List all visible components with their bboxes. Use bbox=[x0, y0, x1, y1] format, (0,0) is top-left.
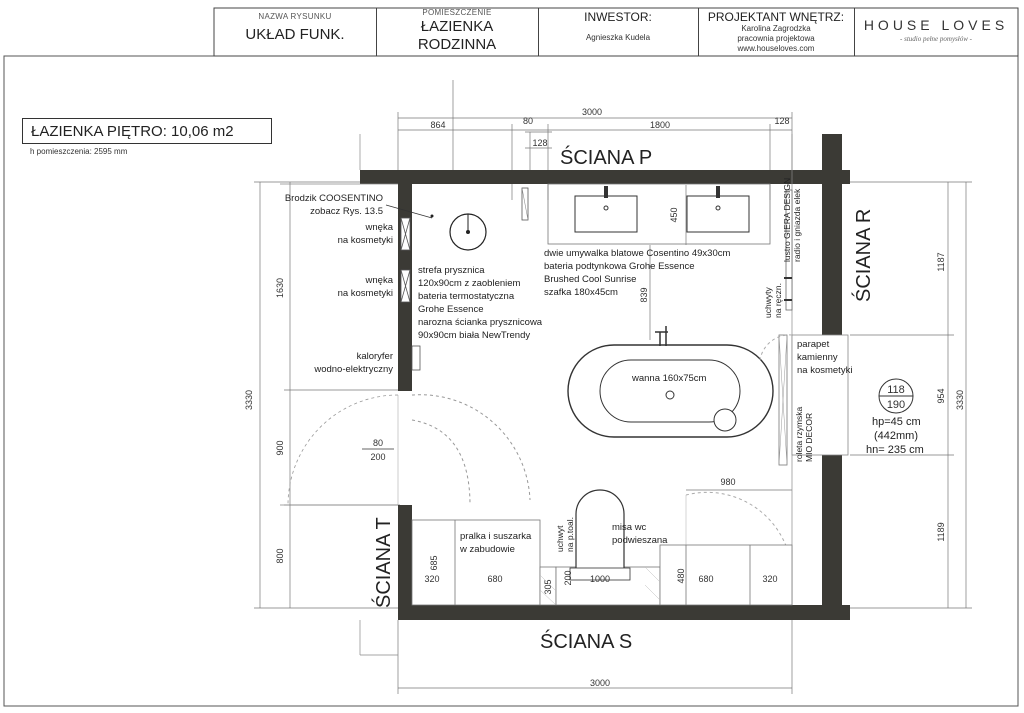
note-basins-4: szafka 180x45cm bbox=[544, 287, 618, 298]
dim-door-200: 200 bbox=[370, 452, 386, 462]
dim-right-954: 954 bbox=[936, 388, 946, 404]
note-niche1-2: na kosmetyki bbox=[337, 235, 393, 246]
dim-right-total: 3330 bbox=[955, 389, 965, 411]
note-shower-2: 120x90cm z zaobleniem bbox=[418, 278, 521, 289]
note-shower-tray-2: zobacz Rys. 13.5 bbox=[310, 206, 383, 217]
window-118: 118 bbox=[887, 384, 905, 396]
dim-top-1800: 1800 bbox=[649, 120, 671, 130]
dim-bottom-total: 3000 bbox=[589, 678, 611, 688]
note-niche2-1: wnęka bbox=[365, 275, 393, 286]
note-towel-2: na ręczn. bbox=[773, 283, 783, 318]
room-name-line2: RODZINNA bbox=[417, 36, 497, 53]
basin-left bbox=[575, 196, 637, 232]
dim-305: 305 bbox=[543, 579, 553, 595]
wall-label-p: ŚCIANA P bbox=[560, 147, 653, 169]
note-shower-1: strefa prysznica bbox=[418, 265, 485, 276]
dim-1000: 1000 bbox=[589, 574, 611, 584]
note-hp-mm: (442mm) bbox=[874, 430, 919, 442]
drawing-name: UKŁAD FUNK. bbox=[245, 26, 345, 43]
dim-door-80: 80 bbox=[372, 438, 384, 448]
note-basins-1: dwie umywalka blatowe Cosentino 49x30cm bbox=[544, 248, 731, 259]
designer-web: www.houseloves.com bbox=[737, 44, 815, 53]
note-wc-2: podwieszana bbox=[612, 535, 668, 546]
dim-680b: 680 bbox=[698, 574, 714, 584]
dim-right-1187: 1187 bbox=[936, 252, 946, 272]
note-parapet-1: parapet bbox=[797, 339, 830, 350]
note-shower-tray-1: Brodzik COOSENTINO bbox=[284, 193, 383, 204]
investor-label: INWESTOR: bbox=[584, 10, 652, 24]
room-area-label: ŁAZIENKA PIĘTRO: 10,06 m2 bbox=[22, 118, 272, 144]
note-washer-1: pralka i suszarka bbox=[460, 531, 532, 542]
dim-320b: 320 bbox=[762, 574, 778, 584]
room-height: h pomieszczenia: 2595 mm bbox=[30, 147, 128, 156]
note-towel-1: uchwyty bbox=[763, 287, 773, 318]
note-shower-5: narozna ścianka prysznicowa bbox=[418, 317, 543, 328]
logo: HOUSE LOVES bbox=[863, 17, 1009, 33]
note-radiator-1: kaloryfer bbox=[356, 351, 393, 362]
dim-top-128a: 128 bbox=[774, 116, 790, 126]
note-basins-3: Brushed Cool Sunrise bbox=[544, 274, 637, 285]
note-hp: hp=45 cm bbox=[872, 416, 921, 428]
window-190: 190 bbox=[886, 399, 906, 411]
note-shower-3: bateria termostatyczna bbox=[418, 291, 515, 302]
room-name-line1: ŁAZIENKA bbox=[420, 18, 494, 35]
note-blind-1: roleta rzymska bbox=[794, 406, 804, 462]
note-mirror-1: lustro GIERA DESIGN bbox=[782, 177, 792, 262]
note-radiator-2: wodno-elektryczny bbox=[314, 364, 393, 375]
note-paper-2: na p.toal. bbox=[565, 517, 575, 552]
dim-right-1189: 1189 bbox=[936, 522, 946, 542]
dim-left-800: 800 bbox=[275, 548, 285, 564]
designer-name: Karolina Zagrodzka bbox=[741, 24, 811, 33]
dim-left-total: 3330 bbox=[244, 389, 254, 411]
note-blind-2: MIO DECOR bbox=[804, 412, 814, 462]
dim-left-1630: 1630 bbox=[275, 277, 285, 299]
designer-label: PROJEKTANT WNĘTRZ: bbox=[707, 10, 845, 24]
note-hn: hn= 235 cm bbox=[866, 444, 924, 456]
note-parapet-3: na kosmetyki bbox=[797, 365, 853, 376]
wall-label-r: ŚCIANA R bbox=[853, 208, 875, 302]
dim-980: 980 bbox=[720, 477, 736, 487]
investor-name: Agnieszka Kudela bbox=[585, 33, 651, 42]
radiator bbox=[412, 346, 420, 370]
dim-top-128b: 128 bbox=[532, 138, 548, 148]
drawing-name-label: NAZWA RYSUNKU bbox=[258, 12, 332, 21]
designer-office: pracownia projektowa bbox=[737, 34, 815, 43]
dim-680a: 680 bbox=[487, 574, 503, 584]
note-parapet-2: kamienny bbox=[797, 352, 838, 363]
dim-839: 839 bbox=[639, 287, 649, 303]
wall-p bbox=[360, 170, 850, 184]
room-field-label: POMIESZCZENIE bbox=[422, 8, 492, 17]
dim-685: 685 bbox=[429, 555, 439, 571]
note-bath: wanna 160x75cm bbox=[632, 373, 707, 384]
wall-s bbox=[398, 605, 850, 620]
note-washer-2: w zabudowie bbox=[460, 544, 515, 555]
dim-450: 450 bbox=[669, 207, 679, 223]
shower bbox=[412, 188, 530, 505]
basin-right bbox=[687, 196, 749, 232]
note-shower-6: 90x90cm biała NewTrendy bbox=[418, 330, 531, 341]
note-niche2-2: na kosmetyki bbox=[337, 288, 393, 299]
note-mirror-2: radio i gniazda elek bbox=[792, 188, 802, 262]
vanity bbox=[548, 184, 770, 244]
note-shower-4: Grohe Essence bbox=[418, 304, 484, 315]
dim-200: 200 bbox=[563, 570, 573, 586]
door-swing bbox=[288, 395, 398, 505]
note-paper-1: uchwyt bbox=[555, 525, 565, 552]
note-wc-1: misa wc bbox=[612, 522, 647, 533]
dim-top-80: 80 bbox=[522, 116, 534, 126]
note-niche1-1: wnęka bbox=[365, 222, 393, 233]
wall-left-lower bbox=[398, 505, 412, 620]
wall-label-t: ŚCIANA T bbox=[373, 517, 395, 608]
dim-top-864: 864 bbox=[430, 120, 446, 130]
dim-480: 480 bbox=[676, 568, 686, 584]
logo-tagline: - studio pełne pomysłów - bbox=[900, 35, 972, 43]
dim-left-900: 900 bbox=[275, 440, 285, 456]
dim-320a: 320 bbox=[424, 574, 440, 584]
wall-label-s: ŚCIANA S bbox=[540, 631, 633, 653]
dim-top-total: 3000 bbox=[581, 107, 603, 117]
note-basins-2: bateria podtynkowa Grohe Essence bbox=[544, 261, 695, 272]
